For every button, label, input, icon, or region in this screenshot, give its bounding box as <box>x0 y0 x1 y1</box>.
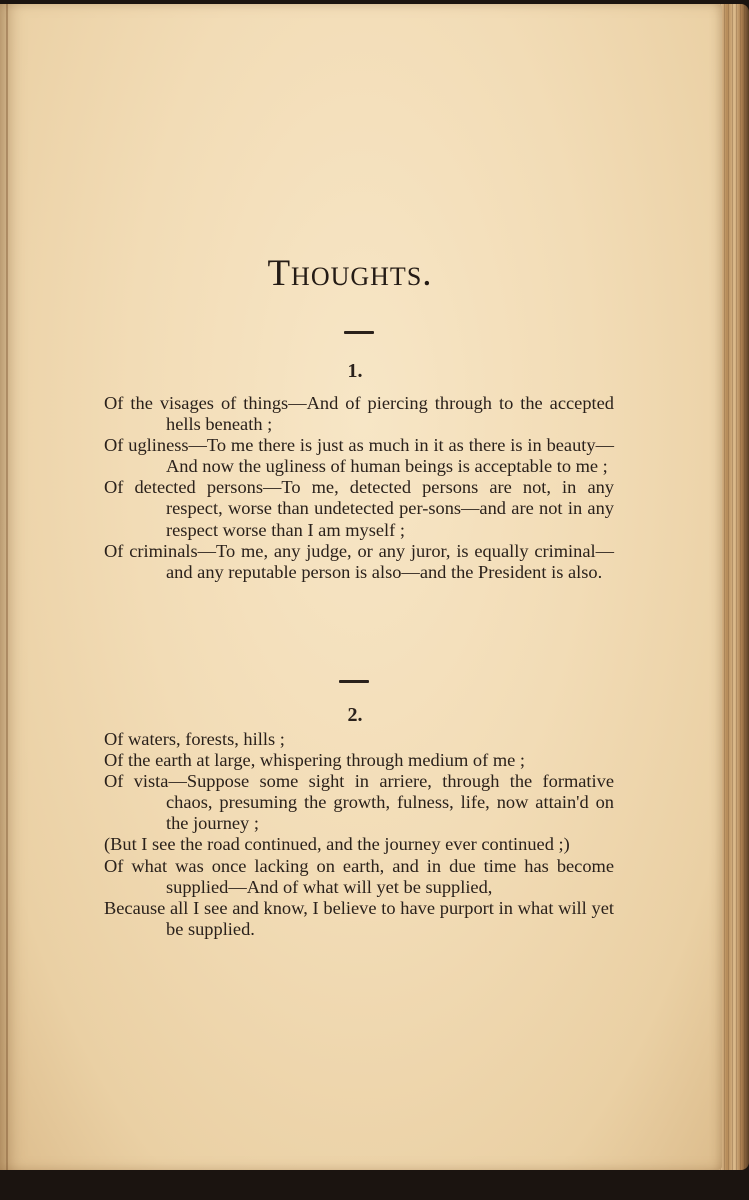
verse-line: Of detected persons—To me, detected persons are not, in any respect, worse than undetected per-sons—and are not in any respect worse than I am myself ; <box>104 477 614 540</box>
verse-line: Of ugliness—To me there is just as much in it as there is in beauty—And now the ugliness of human beings is acceptable to me ; <box>104 435 614 477</box>
page-text <box>0 4 722 1170</box>
poem-stanza <box>104 393 614 583</box>
book-page <box>0 4 722 1170</box>
section-number: 2. <box>347 704 363 726</box>
verse-line: (But I see the road continued, and the journey ever continued ;) <box>104 834 570 855</box>
section-number: 1. <box>347 360 363 382</box>
verse-line: Because all I see and know, I believe to have purport in what will yet be supplied. <box>104 897 614 939</box>
verse-line: Of the visages of things—And of piercing through to the accepted hells beneath ; <box>104 393 614 435</box>
verse-line: Of what was once lacking on earth, and in due time has become supplied—And of what will yet be supplied, <box>104 855 614 897</box>
verse-line: Of waters, forests, hills ; <box>104 729 285 749</box>
section-divider <box>339 680 369 683</box>
page-title: Thoughts. <box>267 253 433 294</box>
section-divider <box>344 331 374 334</box>
poem-stanza <box>104 729 614 940</box>
verse-line: Of the earth at large, whispering through medium of me ; <box>104 750 525 771</box>
verse-line: Of criminals—To me, any judge, or any juror, is equally criminal—and any reputable person is also—and the President is also. <box>104 540 614 582</box>
verse-line: Of vista—Suppose some sight in arriere, through the formative chaos, presuming the growth, fulness, life, now attain'd on the journey ; <box>104 771 614 834</box>
